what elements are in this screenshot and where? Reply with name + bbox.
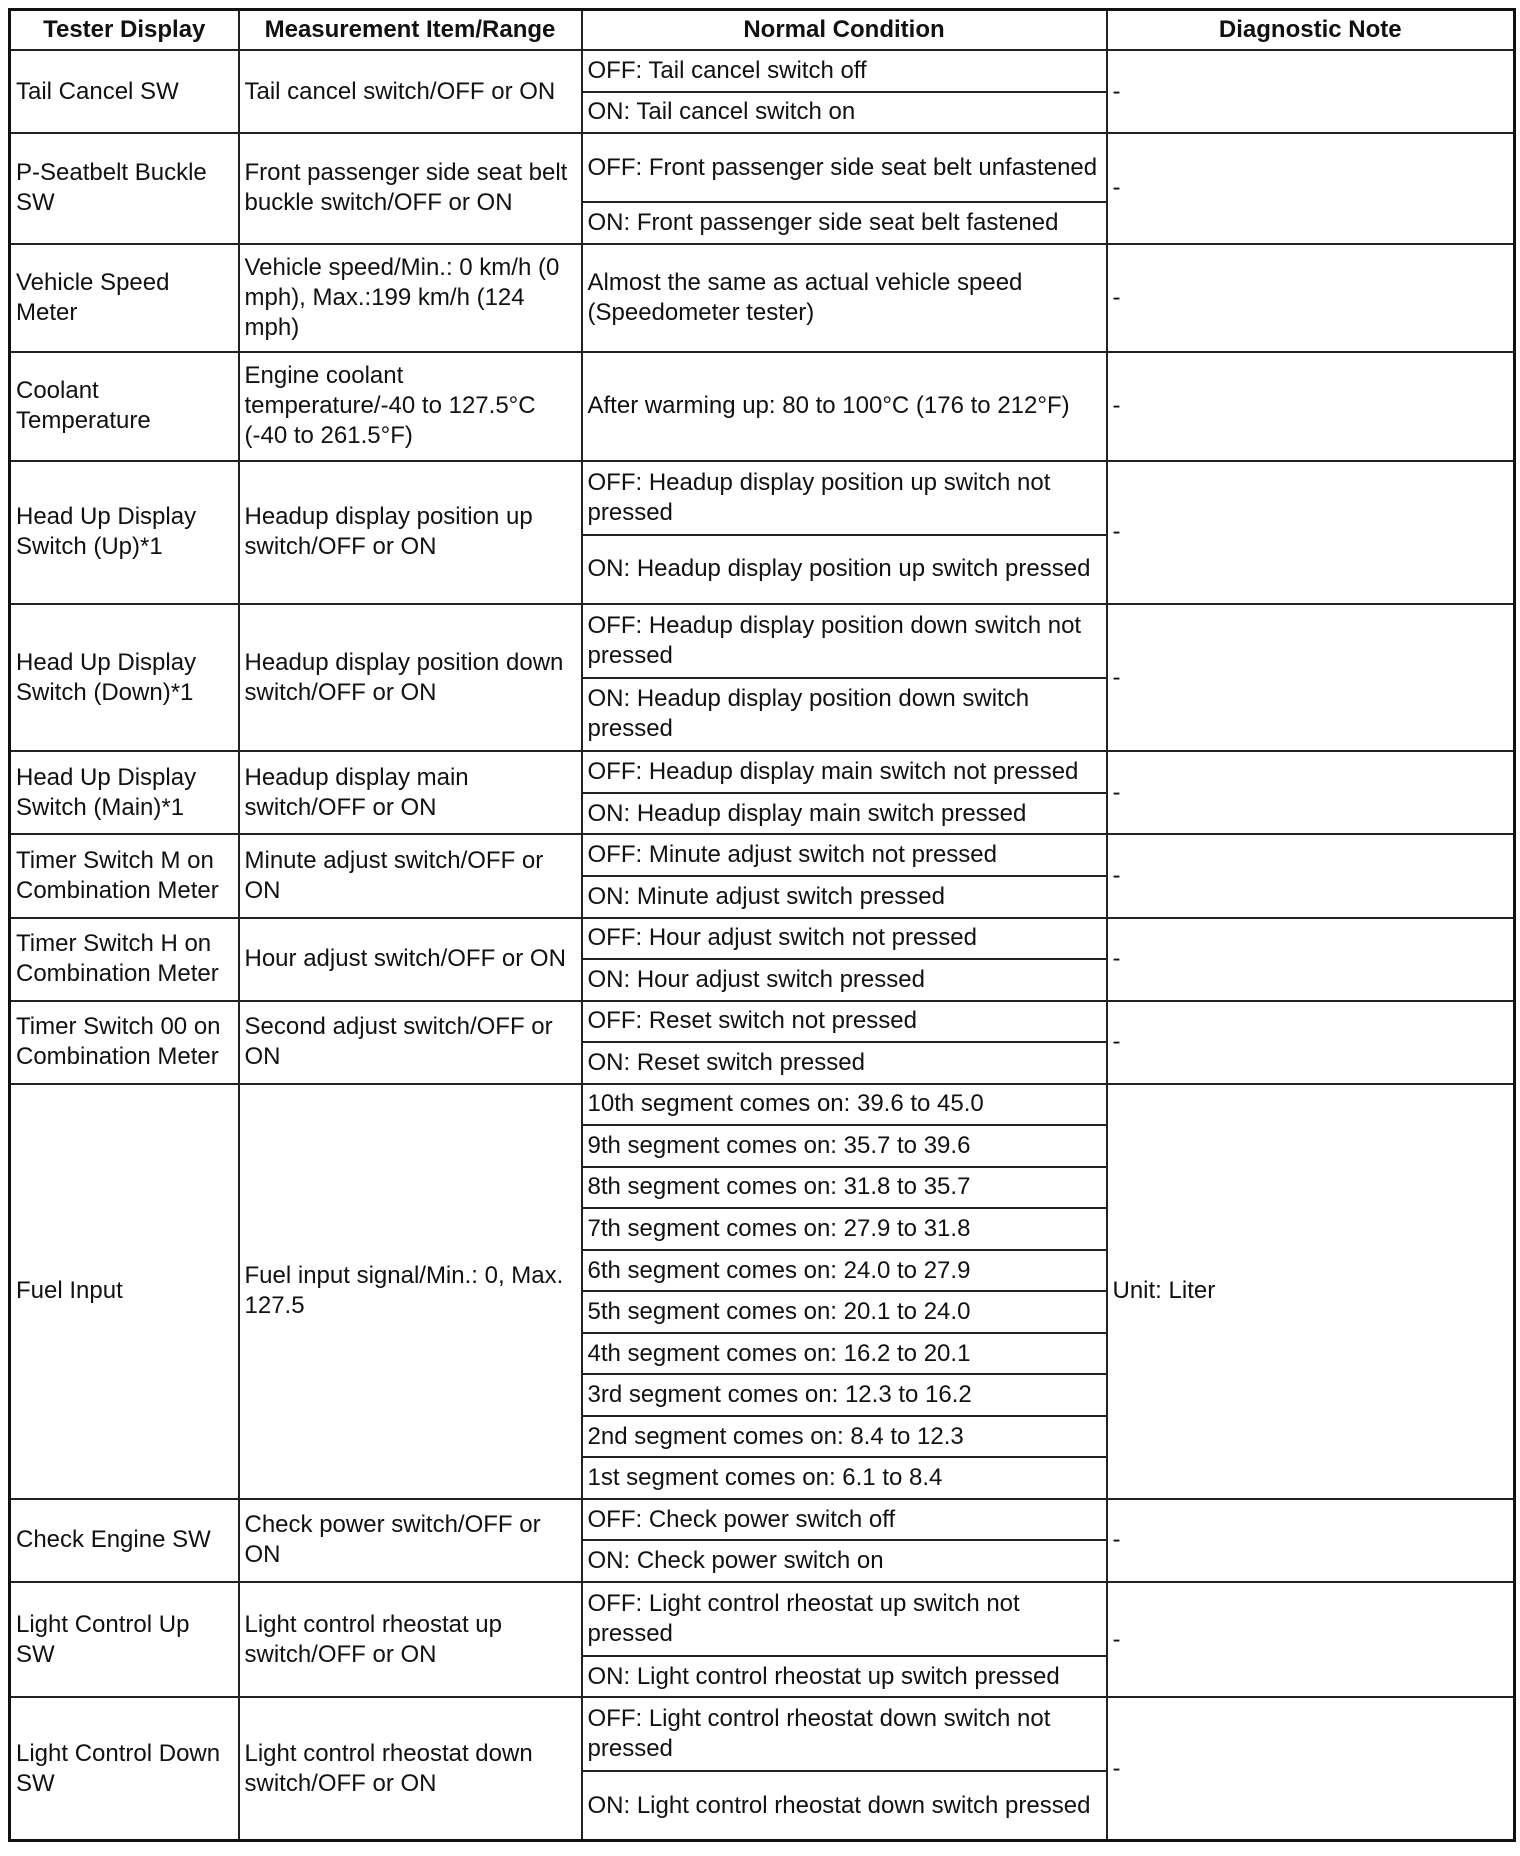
measurement-cell: Headup display position up switch/OFF or ON: [239, 461, 582, 604]
diagnostic-note-cell: -: [1107, 1582, 1515, 1697]
tester-display-cell: Timer Switch M on Combination Meter: [10, 834, 239, 917]
normal-condition-cell: OFF: Light control rheostat down switch not pressed: [582, 1697, 1107, 1771]
normal-condition-cell: 7th segment comes on: 27.9 to 31.8: [582, 1208, 1107, 1250]
normal-condition-cell: 1st segment comes on: 6.1 to 8.4: [582, 1457, 1107, 1499]
table-row: [10, 1084, 1515, 1126]
diagnostic-note-cell: -: [1107, 918, 1515, 1001]
normal-condition-cell: 3rd segment comes on: 12.3 to 16.2: [582, 1374, 1107, 1416]
normal-condition-cell: ON: Light control rheostat down switch pressed: [582, 1771, 1107, 1840]
tester-display-cell: Check Engine SW: [10, 1499, 239, 1582]
measurement-cell: Engine coolant temperature/-40 to 127.5°C (-40 to 261.5°F): [239, 352, 582, 460]
diagnostic-note-cell: -: [1107, 834, 1515, 917]
measurement-cell: Fuel input signal/Min.: 0, Max. 127.5: [239, 1084, 582, 1499]
tester-display-cell: Head Up Display Switch (Up)*1: [10, 461, 239, 604]
tester-display-cell: Coolant Temperature: [10, 352, 239, 460]
tester-display-cell: Vehicle Speed Meter: [10, 244, 239, 352]
normal-condition-cell: OFF: Hour adjust switch not pressed: [582, 918, 1107, 960]
table-row: [10, 1499, 1515, 1541]
measurement-cell: Headup display main switch/OFF or ON: [239, 751, 582, 834]
tester-display-cell: Tail Cancel SW: [10, 50, 239, 133]
measurement-cell: Check power switch/OFF or ON: [239, 1499, 582, 1582]
normal-condition-cell: OFF: Minute adjust switch not pressed: [582, 834, 1107, 876]
table-row: [10, 50, 1515, 92]
diagnostic-note-cell: -: [1107, 244, 1515, 352]
normal-condition-cell: 5th segment comes on: 20.1 to 24.0: [582, 1291, 1107, 1333]
table-header-row: [10, 10, 1515, 51]
table-row: [10, 352, 1515, 460]
measurement-cell: Minute adjust switch/OFF or ON: [239, 834, 582, 917]
normal-condition-cell: Almost the same as actual vehicle speed (Speedometer tester): [582, 244, 1107, 352]
normal-condition-cell: OFF: Front passenger side seat belt unfastened: [582, 133, 1107, 202]
normal-condition-cell: ON: Hour adjust switch pressed: [582, 959, 1107, 1001]
diagnostic-note-cell: -: [1107, 1499, 1515, 1582]
table-row: [10, 244, 1515, 352]
table-row: [10, 133, 1515, 202]
tester-display-cell: Timer Switch 00 on Combination Meter: [10, 1001, 239, 1084]
table-row: [10, 834, 1515, 876]
tester-display-cell: Fuel Input: [10, 1084, 239, 1499]
table-body: [10, 50, 1515, 1841]
tester-display-cell: Timer Switch H on Combination Meter: [10, 918, 239, 1001]
normal-condition-cell: ON: Minute adjust switch pressed: [582, 876, 1107, 918]
normal-condition-cell: OFF: Light control rheostat up switch not pressed: [582, 1582, 1107, 1656]
normal-condition-cell: 9th segment comes on: 35.7 to 39.6: [582, 1125, 1107, 1167]
diagnostic-note-cell: -: [1107, 352, 1515, 460]
normal-condition-cell: OFF: Headup display position down switch not pressed: [582, 604, 1107, 678]
tester-display-cell: Head Up Display Switch (Down)*1: [10, 604, 239, 752]
normal-condition-cell: OFF: Tail cancel switch off: [582, 50, 1107, 92]
diagnostic-note-cell: -: [1107, 50, 1515, 133]
tester-display-cell: Light Control Down SW: [10, 1697, 239, 1840]
tester-display-cell: P-Seatbelt Buckle SW: [10, 133, 239, 244]
measurement-cell: Front passenger side seat belt buckle switch/OFF or ON: [239, 133, 582, 244]
normal-condition-cell: ON: Headup display main switch pressed: [582, 793, 1107, 835]
diagnostic-note-cell: -: [1107, 1001, 1515, 1084]
diagnostic-note-cell: -: [1107, 604, 1515, 752]
normal-condition-cell: ON: Reset switch pressed: [582, 1042, 1107, 1084]
normal-condition-cell: 6th segment comes on: 24.0 to 27.9: [582, 1250, 1107, 1292]
header-measurement-item: Measurement Item/Range: [239, 10, 582, 51]
diagnostic-note-cell: -: [1107, 461, 1515, 604]
diagnostic-note-cell: Unit: Liter: [1107, 1084, 1515, 1499]
normal-condition-cell: 10th segment comes on: 39.6 to 45.0: [582, 1084, 1107, 1126]
measurement-cell: Light control rheostat down switch/OFF or ON: [239, 1697, 582, 1840]
data-list-table: [8, 8, 1516, 1842]
table-row: [10, 604, 1515, 678]
measurement-cell: Tail cancel switch/OFF or ON: [239, 50, 582, 133]
normal-condition-cell: ON: Tail cancel switch on: [582, 92, 1107, 134]
normal-condition-cell: 8th segment comes on: 31.8 to 35.7: [582, 1167, 1107, 1209]
table-row: [10, 918, 1515, 960]
diagnostic-note-cell: -: [1107, 1697, 1515, 1840]
table-row: [10, 751, 1515, 793]
measurement-cell: Second adjust switch/OFF or ON: [239, 1001, 582, 1084]
measurement-cell: Hour adjust switch/OFF or ON: [239, 918, 582, 1001]
normal-condition-cell: OFF: Headup display main switch not pressed: [582, 751, 1107, 793]
normal-condition-cell: ON: Headup display position up switch pressed: [582, 535, 1107, 604]
normal-condition-cell: After warming up: 80 to 100°C (176 to 212°F): [582, 352, 1107, 460]
table-row: [10, 461, 1515, 535]
measurement-cell: Light control rheostat up switch/OFF or ON: [239, 1582, 582, 1697]
normal-condition-cell: OFF: Headup display position up switch not pressed: [582, 461, 1107, 535]
tester-display-cell: Head Up Display Switch (Main)*1: [10, 751, 239, 834]
table-row: [10, 1001, 1515, 1043]
header-diagnostic-note: Diagnostic Note: [1107, 10, 1515, 51]
measurement-cell: Vehicle speed/Min.: 0 km/h (0 mph), Max.:199 km/h (124 mph): [239, 244, 582, 352]
table-row: [10, 1697, 1515, 1771]
normal-condition-cell: 2nd segment comes on: 8.4 to 12.3: [582, 1416, 1107, 1458]
diagnostic-note-cell: -: [1107, 133, 1515, 244]
table-row: [10, 1582, 1515, 1656]
header-normal-condition: Normal Condition: [582, 10, 1107, 51]
measurement-cell: Headup display position down switch/OFF or ON: [239, 604, 582, 752]
normal-condition-cell: ON: Headup display position down switch pressed: [582, 678, 1107, 752]
normal-condition-cell: ON: Light control rheostat up switch pressed: [582, 1656, 1107, 1698]
normal-condition-cell: ON: Front passenger side seat belt fastened: [582, 202, 1107, 244]
normal-condition-cell: OFF: Check power switch off: [582, 1499, 1107, 1541]
normal-condition-cell: 4th segment comes on: 16.2 to 20.1: [582, 1333, 1107, 1375]
normal-condition-cell: ON: Check power switch on: [582, 1540, 1107, 1582]
header-tester-display: Tester Display: [10, 10, 239, 51]
normal-condition-cell: OFF: Reset switch not pressed: [582, 1001, 1107, 1043]
diagnostic-note-cell: -: [1107, 751, 1515, 834]
tester-display-cell: Light Control Up SW: [10, 1582, 239, 1697]
